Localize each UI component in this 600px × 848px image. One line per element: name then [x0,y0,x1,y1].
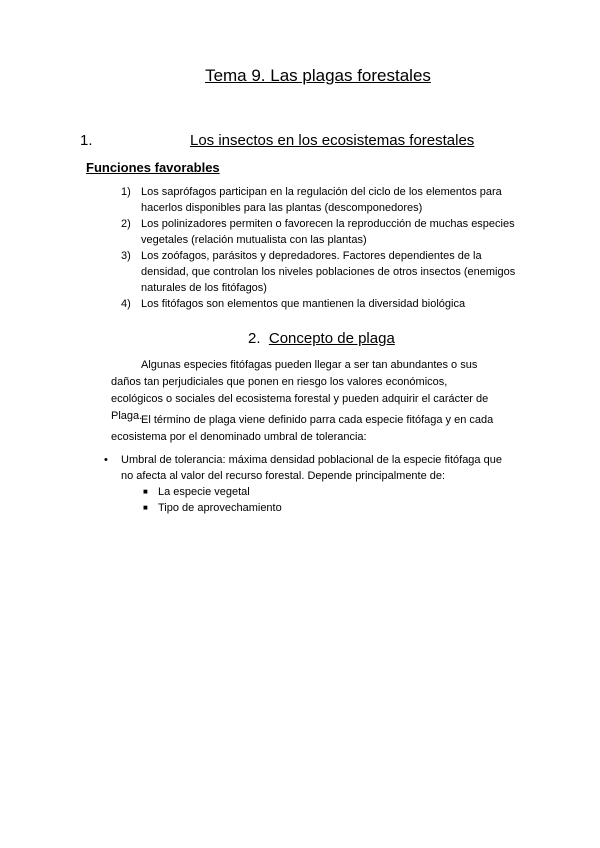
bullet-text: Umbral de tolerancia: máxima densidad poblacional de la especie fitófaga que no afecta al valor del recurso forestal. Depende principalmente de: [121,454,502,482]
square-bullet-icon: ■ [143,487,148,496]
list-item [121,296,521,312]
section-2-title [248,330,395,347]
section-2-title-text: 2. Concepto de plaga [248,330,395,347]
sub-bullet-text: Tipo de aprovechamiento [158,502,282,514]
list-item-number: 2) [121,218,131,230]
bullet-icon: • [104,454,108,466]
paragraph-2: El término de plaga viene definido parra cada especie fitófaga y en cada ecosistema por el denominado umbral de tolerancia: [111,414,494,443]
list-item-number: 1) [121,186,131,198]
list-item-text: Los saprófagos participan en la regulación del ciclo de los elementos para hacerlos disponibles para las plantas (descomponedores) [141,186,502,214]
paragraph-1: Algunas especies fitófagas pueden llegar a ser tan abundantes o sus daños tan perjudiciales que ponen en riesgo los valores económicos, ecológicos o sociales del ecosistema forestal y pueden adquirir el carácter de Plaga. [111,359,489,422]
square-bullet-icon: ■ [143,503,148,512]
section-1-title: Los insectos en los ecosistemas forestales [190,132,475,149]
numbered-list [121,184,521,312]
list-item [121,216,521,248]
list-item-text: Los zoófagos, parásitos y depredadores. Factores dependientes de la densidad, que controlan los niveles poblaciones de otros insectos (enemigos naturales de los fitófagos) [141,250,516,294]
list-item [121,184,521,216]
sub-bullet-text: La especie vegetal [158,486,250,498]
sub-bullet-item [143,500,282,516]
section-1-number: 1. [80,132,93,149]
subheading-funciones: Funciones favorables [86,160,220,175]
sub-bullet-item [143,484,250,500]
bullet-item [104,452,514,484]
document-title: Tema 9. Las plagas forestales [205,66,431,85]
list-item-number: 3) [121,250,131,262]
list-item-number: 4) [121,298,131,310]
list-item [121,248,521,296]
list-item-text: Los fitófagos son elementos que mantienen la diversidad biológica [141,298,466,310]
list-item-text: Los polinizadores permiten o favorecen la reproducción de muchas especies vegetales (relación mutualista con las plantas) [141,218,515,246]
